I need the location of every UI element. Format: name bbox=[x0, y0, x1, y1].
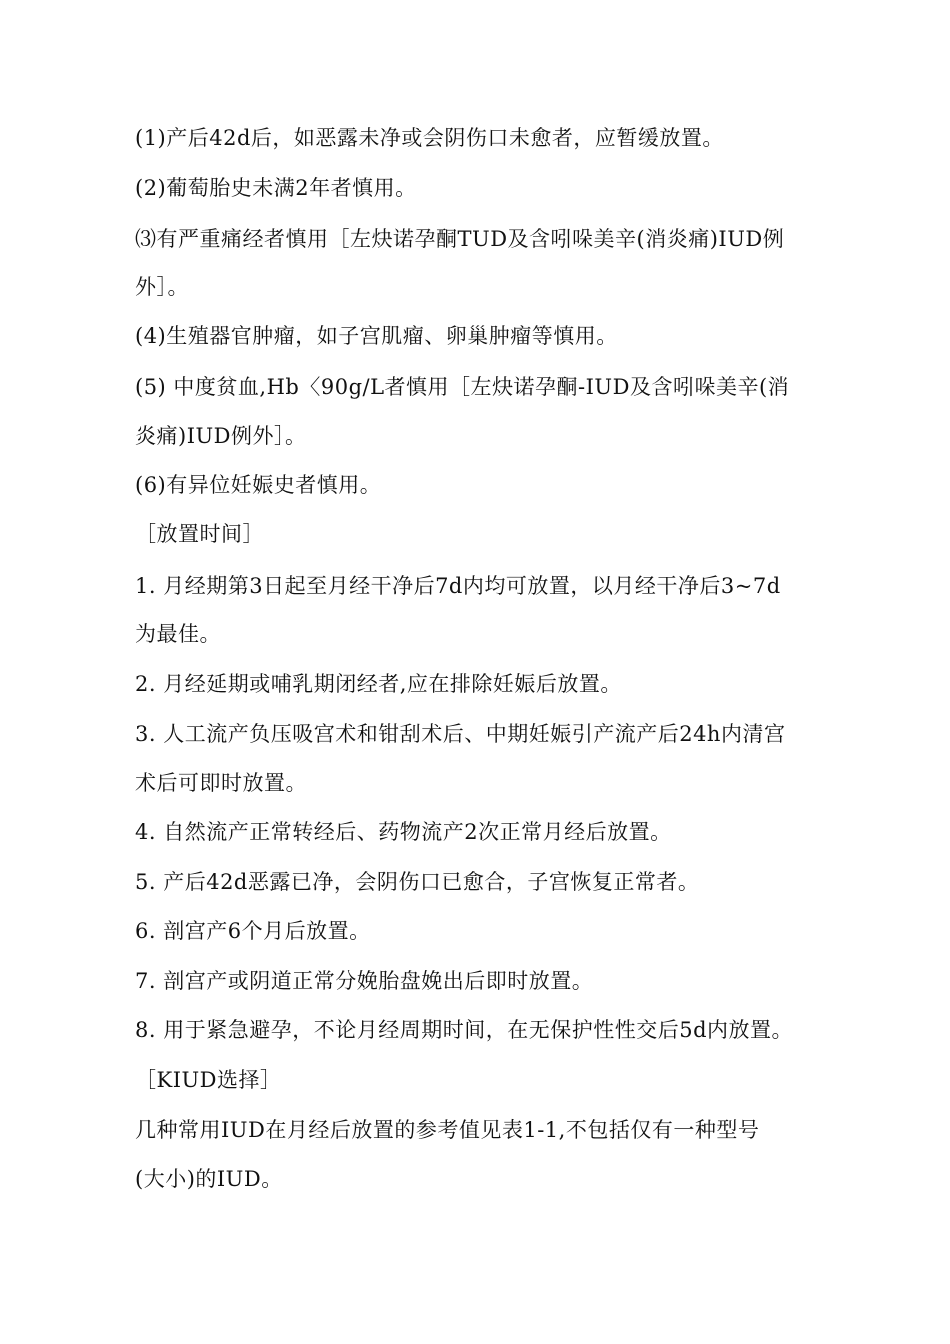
paragraph-line: (2)葡萄胎史未满2年者慎用。 bbox=[135, 176, 417, 200]
paragraph-line: 3. 人工流产负压吸宫术和钳刮术后、中期妊娠引产流产后24h内清宫 bbox=[135, 722, 786, 746]
paragraph-line: 7. 剖宫产或阴道正常分娩胎盘娩出后即时放置。 bbox=[135, 969, 594, 993]
paragraph-line: 几种常用IUD在月经后放置的参考值见表1-1,不包括仅有一种型号 bbox=[135, 1118, 760, 1142]
paragraph-line: (大小)的IUD。 bbox=[135, 1167, 283, 1191]
paragraph-line: 术后可即时放置。 bbox=[135, 771, 307, 795]
paragraph-line: 8. 用于紧急避孕，不论月经周期时间，在无保护性性交后5d内放置。 bbox=[135, 1018, 794, 1042]
section-heading: ［KIUD选择］ bbox=[135, 1068, 282, 1092]
paragraph-line: 6. 剖宫产6个月后放置。 bbox=[135, 919, 371, 943]
section-heading: ［放置时间］ bbox=[135, 522, 264, 546]
paragraph-line: 2. 月经延期或哺乳期闭经者,应在排除妊娠后放置。 bbox=[135, 672, 622, 696]
paragraph-line: 4. 自然流产正常转经后、药物流产2次正常月经后放置。 bbox=[135, 820, 672, 844]
paragraph-line: (6)有异位妊娠史者慎用。 bbox=[135, 473, 382, 497]
paragraph-line: 1. 月经期第3日起至月经干净后7d内均可放置，以月经干净后3~7d bbox=[135, 574, 781, 598]
paragraph-line: ⑶有严重痛经者慎用［左炔诺孕酮TUD及含吲哚美辛(消炎痛)IUD例 bbox=[135, 227, 785, 251]
paragraph-line: 5. 产后42d恶露已净，会阴伤口已愈合，子宫恢复正常者。 bbox=[135, 870, 700, 894]
paragraph-line: 外］。 bbox=[135, 275, 189, 299]
paragraph-line: (1)产后42d后，如恶露未净或会阴伤口未愈者，应暂缓放置。 bbox=[135, 126, 724, 150]
paragraph-line: (4)生殖器官肿瘤，如子宫肌瘤、卵巢肿瘤等慎用。 bbox=[135, 324, 618, 348]
paragraph-line: (5) 中度贫血,Hb〈90g/L者慎用［左炔诺孕酮-IUD及含吲哚美辛(消 bbox=[135, 375, 790, 399]
paragraph-line: 炎痛)IUD例外］。 bbox=[135, 424, 307, 448]
paragraph-line: 为最佳。 bbox=[135, 622, 221, 646]
